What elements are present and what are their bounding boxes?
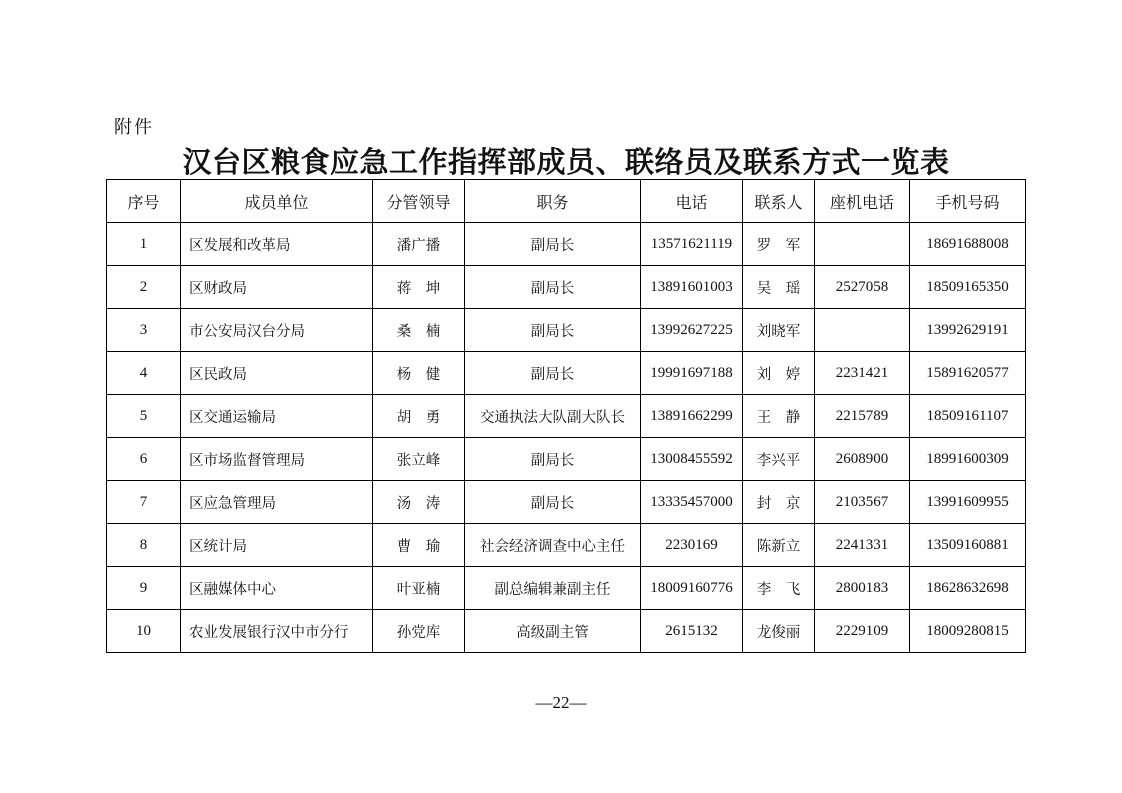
landline-cell: 2103567: [815, 481, 910, 524]
contact-person-cell: 刘晓军: [743, 309, 815, 352]
document-title: 汉台区粮食应急工作指挥部成员、联络员及联系方式一览表: [182, 145, 950, 179]
member-unit-cell: 农业发展银行汉中市分行: [181, 610, 373, 653]
table-row: [107, 223, 1026, 266]
table-header-row: [107, 180, 1026, 223]
leader-cell: 杨 健: [373, 352, 465, 395]
index-cell: 4: [107, 352, 181, 395]
contact-person-cell: 李 飞: [743, 567, 815, 610]
index-cell: 2: [107, 266, 181, 309]
landline-cell: 2215789: [815, 395, 910, 438]
position-cell: 副局长: [465, 223, 641, 266]
index-cell: 3: [107, 309, 181, 352]
table-row: [107, 567, 1026, 610]
contact-person-cell: 王 静: [743, 395, 815, 438]
leader-cell: 张立峰: [373, 438, 465, 481]
page-number: —22—: [535, 693, 587, 712]
position-cell: 副局长: [465, 309, 641, 352]
phone-cell: 19991697188: [641, 352, 743, 395]
phone-cell: 2230169: [641, 524, 743, 567]
member-unit-cell: 区市场监督管理局: [181, 438, 373, 481]
table-row: [107, 481, 1026, 524]
mobile-cell: 13509160881: [910, 524, 1026, 567]
phone-cell: 13891601003: [641, 266, 743, 309]
mobile-cell: 18628632698: [910, 567, 1026, 610]
leader-cell: 潘广播: [373, 223, 465, 266]
mobile-cell: 15891620577: [910, 352, 1026, 395]
position-cell: 副局长: [465, 481, 641, 524]
table-row: [107, 610, 1026, 653]
member-unit-cell: 区融媒体中心: [181, 567, 373, 610]
header-mobile: 手机号码: [910, 180, 1026, 223]
table-row: [107, 438, 1026, 481]
leader-cell: 孙党库: [373, 610, 465, 653]
mobile-cell: 13991609955: [910, 481, 1026, 524]
member-unit-cell: 区财政局: [181, 266, 373, 309]
member-unit-cell: 区统计局: [181, 524, 373, 567]
index-cell: 6: [107, 438, 181, 481]
header-phone: 电话: [641, 180, 743, 223]
table-row: [107, 395, 1026, 438]
attachment-label: 附件: [114, 117, 154, 138]
index-cell: 8: [107, 524, 181, 567]
header-leader: 分管领导: [373, 180, 465, 223]
leader-cell: 胡 勇: [373, 395, 465, 438]
phone-cell: 18009160776: [641, 567, 743, 610]
contact-person-cell: 陈新立: [743, 524, 815, 567]
phone-cell: 13992627225: [641, 309, 743, 352]
member-unit-cell: 区发展和改革局: [181, 223, 373, 266]
landline-cell: [815, 223, 910, 266]
header-position: 职务: [465, 180, 641, 223]
member-unit-cell: 区民政局: [181, 352, 373, 395]
position-cell: 副局长: [465, 352, 641, 395]
landline-cell: 2527058: [815, 266, 910, 309]
member-unit-cell: 区应急管理局: [181, 481, 373, 524]
landline-cell: 2608900: [815, 438, 910, 481]
contact-person-cell: 刘 婷: [743, 352, 815, 395]
member-unit-cell: 区交通运输局: [181, 395, 373, 438]
index-cell: 1: [107, 223, 181, 266]
header-contact-person: 联系人: [743, 180, 815, 223]
phone-cell: 13891662299: [641, 395, 743, 438]
index-cell: 5: [107, 395, 181, 438]
landline-cell: 2241331: [815, 524, 910, 567]
mobile-cell: 18009280815: [910, 610, 1026, 653]
table-row: [107, 524, 1026, 567]
header-index: 序号: [107, 180, 181, 223]
position-cell: 副总编辑兼副主任: [465, 567, 641, 610]
position-cell: 副局长: [465, 266, 641, 309]
landline-cell: 2800183: [815, 567, 910, 610]
position-cell: 交通执法大队副大队长: [465, 395, 641, 438]
leader-cell: 蒋 坤: [373, 266, 465, 309]
landline-cell: 2229109: [815, 610, 910, 653]
position-cell: 副局长: [465, 438, 641, 481]
mobile-cell: 18991600309: [910, 438, 1026, 481]
leader-cell: 汤 涛: [373, 481, 465, 524]
leader-cell: 曹 瑜: [373, 524, 465, 567]
contact-person-cell: 封 京: [743, 481, 815, 524]
leader-cell: 桑 楠: [373, 309, 465, 352]
phone-cell: 13571621119: [641, 223, 743, 266]
phone-cell: 13335457000: [641, 481, 743, 524]
phone-cell: 13008455592: [641, 438, 743, 481]
header-landline: 座机电话: [815, 180, 910, 223]
contact-person-cell: 李兴平: [743, 438, 815, 481]
mobile-cell: 13992629191: [910, 309, 1026, 352]
contact-person-cell: 罗 军: [743, 223, 815, 266]
contact-person-cell: 龙俊丽: [743, 610, 815, 653]
table-row: [107, 309, 1026, 352]
header-member-unit: 成员单位: [181, 180, 373, 223]
mobile-cell: 18509161107: [910, 395, 1026, 438]
table-row: [107, 352, 1026, 395]
position-cell: 高级副主管: [465, 610, 641, 653]
phone-cell: 2615132: [641, 610, 743, 653]
contact-person-cell: 吴 瑶: [743, 266, 815, 309]
leader-cell: 叶亚楠: [373, 567, 465, 610]
member-unit-cell: 市公安局汉台分局: [181, 309, 373, 352]
index-cell: 10: [107, 610, 181, 653]
contact-table: [106, 179, 1026, 653]
landline-cell: 2231421: [815, 352, 910, 395]
index-cell: 7: [107, 481, 181, 524]
landline-cell: [815, 309, 910, 352]
table-row: [107, 266, 1026, 309]
index-cell: 9: [107, 567, 181, 610]
position-cell: 社会经济调查中心主任: [465, 524, 641, 567]
mobile-cell: 18509165350: [910, 266, 1026, 309]
mobile-cell: 18691688008: [910, 223, 1026, 266]
